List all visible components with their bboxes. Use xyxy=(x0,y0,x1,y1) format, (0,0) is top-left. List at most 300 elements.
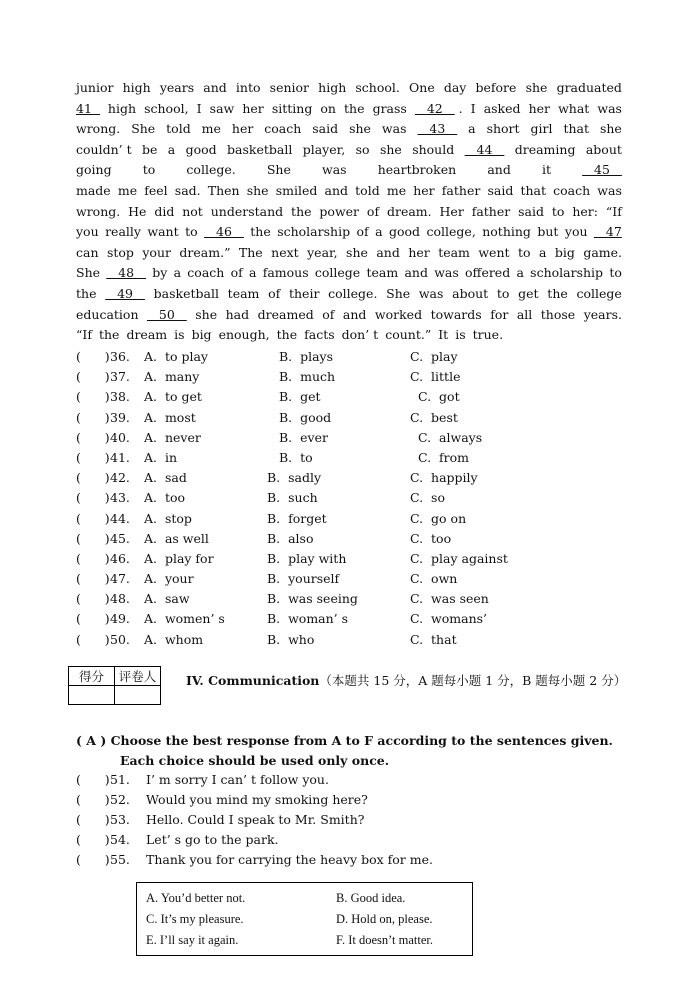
word: she xyxy=(246,182,269,198)
word: smiled xyxy=(275,182,318,198)
blank-line: 47 xyxy=(593,224,622,240)
word: One xyxy=(409,80,435,95)
option-a: A. stop xyxy=(144,510,192,526)
word: of xyxy=(366,203,380,219)
word: me xyxy=(201,121,221,137)
word: dreaming xyxy=(514,141,576,157)
instruction-line-2: Each choice should be used only once. xyxy=(120,753,390,768)
answer-blank[interactable]: ( ) xyxy=(76,349,110,364)
word: wrong. xyxy=(76,203,121,219)
question-number: 37. xyxy=(110,369,130,385)
question-number: 55. xyxy=(110,852,130,867)
word: by xyxy=(152,265,168,281)
word: dreamed xyxy=(257,306,314,322)
word: told xyxy=(355,182,380,198)
word: to xyxy=(496,285,510,301)
word: count.” xyxy=(385,327,432,343)
word: was xyxy=(381,121,407,137)
question-number: 51. xyxy=(110,772,130,787)
word: day xyxy=(443,80,467,95)
answer-blank[interactable]: ( ) xyxy=(76,449,110,465)
word: dream xyxy=(126,327,168,343)
word: to xyxy=(551,203,565,219)
blank-50 xyxy=(147,305,187,326)
option-c: C. best xyxy=(410,409,458,425)
answer-blank[interactable]: ( ) xyxy=(76,389,110,405)
word: a xyxy=(248,265,257,281)
word: senior xyxy=(269,80,310,95)
option-b: B. good xyxy=(279,409,332,425)
passage-line xyxy=(76,243,622,264)
word: and xyxy=(342,306,367,322)
word: said xyxy=(518,203,544,219)
question-number: 49. xyxy=(110,611,130,627)
passage-line xyxy=(76,140,622,161)
word: her xyxy=(231,121,254,137)
option-a: A. women’ s xyxy=(144,611,225,627)
word: what xyxy=(558,100,590,116)
word: father xyxy=(441,182,481,198)
blank-42: 42 . xyxy=(414,100,463,116)
word: wrong. xyxy=(76,121,121,137)
word: school. xyxy=(355,80,400,95)
word: and xyxy=(324,182,349,198)
passage-line xyxy=(76,305,622,326)
word: and xyxy=(376,244,400,260)
word: years xyxy=(159,80,195,95)
word: made xyxy=(76,182,111,198)
word: high xyxy=(107,100,137,116)
option-b: B. also xyxy=(267,530,314,546)
passage-line xyxy=(76,181,622,202)
word: college xyxy=(314,265,361,281)
word: Her xyxy=(439,203,464,219)
question-number: 40. xyxy=(110,429,130,445)
blank-41 xyxy=(76,99,100,120)
score-label: 得分 xyxy=(69,667,115,686)
question-number: 47. xyxy=(110,571,130,587)
option-c: C. from xyxy=(418,449,470,465)
word: She xyxy=(266,162,291,178)
word: of xyxy=(268,285,281,301)
grader-cell[interactable] xyxy=(115,686,161,705)
blank-44 xyxy=(465,140,505,161)
question-text: Thank you for carrying the heavy box for me. xyxy=(146,852,433,867)
word: and xyxy=(487,162,511,178)
word: stop xyxy=(106,244,134,260)
blank-49 xyxy=(105,284,145,305)
word: offered xyxy=(465,265,511,281)
option-c: C. womans’ xyxy=(410,611,488,627)
blank-line: 41 xyxy=(76,100,100,116)
word: did xyxy=(154,203,175,219)
blank-45 xyxy=(582,160,622,181)
option-a: A. sad xyxy=(144,470,187,486)
word: high xyxy=(122,80,151,95)
word: to xyxy=(609,265,622,281)
answer-blank[interactable]: ( ) xyxy=(76,409,110,425)
word: the xyxy=(547,285,568,301)
question-text: Let’ s go to the park. xyxy=(146,832,279,847)
question-number: 45. xyxy=(110,530,130,546)
word: understand xyxy=(210,203,284,219)
option-a: A. in xyxy=(144,449,177,465)
word: she xyxy=(349,121,371,137)
word: scholarship xyxy=(530,265,604,281)
word: was xyxy=(322,162,347,178)
word: their xyxy=(288,285,320,301)
word: a xyxy=(538,244,547,260)
word: coach xyxy=(187,265,225,281)
word: that xyxy=(563,121,590,137)
passage-line xyxy=(76,222,622,243)
question-number: 44. xyxy=(110,510,130,526)
word: the xyxy=(250,224,271,240)
blank-48 xyxy=(106,263,146,284)
question-text: Hello. Could I speak to Mr. Smith? xyxy=(146,812,365,827)
option-a: A. to get xyxy=(144,389,202,405)
word: her xyxy=(528,100,551,116)
option-b: B. much xyxy=(279,369,336,385)
passage-line xyxy=(76,202,622,223)
word: sad. xyxy=(174,182,201,198)
word: graduated xyxy=(556,80,622,95)
passage-line xyxy=(76,160,622,181)
option-c: C. play xyxy=(410,349,458,364)
word: is xyxy=(174,327,185,343)
word: she xyxy=(379,141,402,157)
word: famous xyxy=(262,265,309,281)
word: towards xyxy=(430,306,482,322)
reading-passage xyxy=(76,78,622,346)
word: went xyxy=(478,244,510,260)
word: junior xyxy=(76,80,114,95)
question-number: 50. xyxy=(110,631,130,647)
blank-line: 44 xyxy=(464,141,505,157)
word: was xyxy=(418,285,444,301)
word: “If xyxy=(76,327,92,343)
word: basketball xyxy=(153,285,219,301)
word: heartbroken xyxy=(377,162,457,178)
blank-47 xyxy=(594,222,622,243)
word: father xyxy=(471,203,511,219)
word: to xyxy=(185,224,198,240)
answer-blank[interactable]: ( ) xyxy=(76,812,110,827)
section-a-instructions xyxy=(76,731,636,771)
grader-label: 评卷人 xyxy=(115,667,161,686)
option-b: B. was seeing xyxy=(267,591,358,607)
word: high xyxy=(318,80,347,95)
word: The xyxy=(238,244,263,260)
word: college. xyxy=(186,162,236,178)
word: so xyxy=(355,141,370,157)
word: feel xyxy=(144,182,168,198)
word: She xyxy=(386,285,411,301)
word: on xyxy=(320,100,336,116)
word: and xyxy=(404,265,428,281)
word: you xyxy=(564,224,588,240)
word: her: xyxy=(572,203,598,219)
blank-line: 45 xyxy=(582,162,622,178)
word: she xyxy=(346,244,368,260)
option-a: A. most xyxy=(144,409,196,425)
word: worked xyxy=(374,306,423,322)
option-b: B. sadly xyxy=(267,470,322,486)
passage-line xyxy=(76,78,622,99)
option-b: B. ever xyxy=(279,429,328,445)
choice-option: A. You’d better not. xyxy=(146,891,246,905)
answer-blank[interactable]: ( ) xyxy=(76,852,110,867)
word: player, xyxy=(302,141,346,157)
word: but xyxy=(537,224,559,240)
word: scholarship xyxy=(277,224,351,240)
passage-line xyxy=(76,99,622,120)
word: dream.” xyxy=(179,244,231,260)
option-b: B. forget xyxy=(267,510,327,526)
choice-option: F. It doesn’t matter. xyxy=(336,933,434,947)
word: “If xyxy=(605,203,622,219)
word: basketball xyxy=(227,141,293,157)
answer-blank[interactable]: ( ) xyxy=(76,369,110,385)
question-number: 53. xyxy=(110,812,130,827)
word: college, xyxy=(426,224,476,240)
word: facts xyxy=(304,327,335,343)
blank-line: 49 xyxy=(105,285,145,301)
word: the xyxy=(344,100,365,116)
question-number: 46. xyxy=(110,550,130,566)
blank-43 xyxy=(417,119,457,140)
answer-blank[interactable]: ( ) xyxy=(76,631,110,647)
question-number: 48. xyxy=(110,591,130,607)
option-c: C. happily xyxy=(410,470,478,486)
word: Then xyxy=(207,182,240,198)
word: the xyxy=(276,327,298,343)
word: team xyxy=(227,285,260,301)
blank-line: 50 xyxy=(147,306,187,322)
word: told xyxy=(166,121,191,137)
option-b: B. plays xyxy=(279,349,334,364)
word: a xyxy=(375,224,383,240)
answer-blank[interactable]: ( ) xyxy=(76,470,110,486)
question-number: 42. xyxy=(110,470,130,486)
word: It xyxy=(438,327,449,343)
blank-line: 46 xyxy=(204,224,244,240)
word: good xyxy=(185,141,217,157)
option-b: B. play with xyxy=(267,550,347,566)
option-a: A. many xyxy=(144,369,200,385)
word: true. xyxy=(472,327,504,343)
option-c: C. go on xyxy=(410,510,467,526)
word: going xyxy=(76,162,112,178)
section-note: （本题共 15 分，A 题每小题 1 分，B 题每小题 2 分） xyxy=(319,673,627,688)
option-c: C. got xyxy=(418,389,460,405)
word: a xyxy=(468,121,476,137)
question-text: Would you mind my smoking here? xyxy=(146,792,368,807)
word: game. xyxy=(583,244,622,260)
question-number: 52. xyxy=(110,792,130,807)
word: really xyxy=(105,224,141,240)
word: a xyxy=(167,141,176,157)
word: big xyxy=(191,327,212,343)
blank-line: 42 xyxy=(414,100,455,116)
word: was xyxy=(434,265,459,281)
word: good xyxy=(389,224,421,240)
question-number: 39. xyxy=(110,409,130,425)
word: the xyxy=(76,285,97,301)
word: next xyxy=(271,244,299,260)
option-a: A. to play xyxy=(144,349,208,364)
word: the xyxy=(98,327,120,343)
word: can xyxy=(76,244,99,260)
option-b: B. woman’ s xyxy=(267,611,349,627)
word: year, xyxy=(307,244,338,260)
score-cell[interactable] xyxy=(69,686,115,705)
question-number: 43. xyxy=(110,490,130,506)
word: that xyxy=(520,182,547,198)
answer-blank[interactable]: ( ) xyxy=(76,550,110,566)
section-heading xyxy=(186,671,626,689)
word: of xyxy=(356,224,369,240)
option-c: C. so xyxy=(410,490,445,506)
word: a xyxy=(516,265,524,281)
word: had xyxy=(225,306,250,322)
answer-blank[interactable]: ( ) xyxy=(76,792,110,807)
answer-blank[interactable]: ( ) xyxy=(76,429,110,445)
word: those xyxy=(540,306,576,322)
choice-option: B. Good idea. xyxy=(336,891,406,905)
blank-line: 43 xyxy=(417,121,458,137)
word: grass xyxy=(372,100,407,116)
word: was xyxy=(597,182,622,198)
option-c: C. own xyxy=(410,571,458,587)
word: should xyxy=(412,141,455,157)
passage-line xyxy=(76,284,622,305)
word: it xyxy=(541,162,551,178)
word: be xyxy=(141,141,158,157)
word: her xyxy=(408,244,430,260)
choices-box xyxy=(136,882,473,956)
question-number: 38. xyxy=(110,389,130,405)
answer-blank[interactable]: ( ) xyxy=(76,510,110,526)
word: want xyxy=(147,224,179,240)
word: before xyxy=(475,80,517,95)
blank-46 xyxy=(204,222,244,243)
option-b: B. to xyxy=(279,449,313,465)
word: said xyxy=(312,121,339,137)
word: the xyxy=(291,203,312,219)
option-c: C. that xyxy=(410,631,457,647)
word: me xyxy=(386,182,407,198)
passage-line xyxy=(76,325,622,346)
answer-blank[interactable]: ( ) xyxy=(76,490,110,506)
word: don’ t xyxy=(341,327,379,343)
answer-blank[interactable]: ( ) xyxy=(76,772,110,787)
word: into xyxy=(235,80,261,95)
word: college xyxy=(576,285,622,301)
word: big xyxy=(554,244,575,260)
word: she xyxy=(525,80,548,95)
choice-option: E. I’ll say it again. xyxy=(146,933,239,947)
word: team xyxy=(438,244,470,260)
passage-line xyxy=(76,263,622,284)
word: power xyxy=(319,203,360,219)
score-table xyxy=(68,666,161,705)
word: coach xyxy=(264,121,302,137)
word: get xyxy=(518,285,539,301)
word: girl xyxy=(530,121,553,137)
question-number: 54. xyxy=(110,832,130,847)
word: a xyxy=(173,265,182,281)
word: saw xyxy=(209,100,235,116)
word: education xyxy=(76,306,139,322)
word: me xyxy=(117,182,138,198)
word: nothing xyxy=(482,224,531,240)
word: years. xyxy=(583,306,622,322)
word: of xyxy=(230,265,243,281)
option-a: A. saw xyxy=(144,591,190,607)
option-b: B. yourself xyxy=(267,571,340,587)
question-text: I’ m sorry I can’ t follow you. xyxy=(146,772,329,787)
word: to xyxy=(517,244,531,260)
word: I xyxy=(470,100,476,116)
word: asked xyxy=(483,100,521,116)
word: and xyxy=(203,80,227,95)
option-a: A. play for xyxy=(144,550,214,566)
option-b: B. who xyxy=(267,631,315,647)
word: you xyxy=(76,224,99,240)
option-a: A. too xyxy=(144,490,186,506)
choice-option: C. It’s my pleasure. xyxy=(146,912,244,926)
answer-blank[interactable]: ( ) xyxy=(76,591,110,607)
word: said xyxy=(487,182,514,198)
word: she xyxy=(599,121,622,137)
word: I xyxy=(196,100,202,116)
word: her xyxy=(413,182,435,198)
word: short xyxy=(486,121,520,137)
word: couldn’ t xyxy=(76,141,132,157)
answer-blank[interactable]: ( ) xyxy=(76,530,110,546)
word: She xyxy=(131,121,156,137)
word: she xyxy=(195,306,218,322)
word: coach xyxy=(553,182,591,198)
word: about xyxy=(452,285,489,301)
option-b: B. get xyxy=(279,389,321,405)
word: school, xyxy=(144,100,189,116)
passage-line xyxy=(76,119,622,140)
word: He xyxy=(128,203,147,219)
word: sitting xyxy=(271,100,313,116)
word: all xyxy=(516,306,533,322)
word: was xyxy=(597,100,622,116)
word: for xyxy=(490,306,509,322)
answer-blank[interactable]: ( ) xyxy=(76,571,110,587)
option-a: A. never xyxy=(144,429,201,445)
word: She xyxy=(76,265,101,281)
option-c: C. always xyxy=(418,429,483,445)
word: to xyxy=(142,162,156,178)
blank-line: 48 xyxy=(106,265,147,281)
word: enough, xyxy=(218,327,270,343)
word: college. xyxy=(328,285,378,301)
option-b: B. such xyxy=(267,490,318,506)
answer-blank[interactable]: ( ) xyxy=(76,832,110,847)
option-a: A. whom xyxy=(144,631,204,647)
answer-blank[interactable]: ( ) xyxy=(76,611,110,627)
instruction-line-1: ( A ) Choose the best response from A to F according to the sentences given. xyxy=(76,733,613,748)
option-c: C. was seen xyxy=(410,591,489,607)
option-c: C. little xyxy=(410,369,461,385)
word: team xyxy=(366,265,399,281)
